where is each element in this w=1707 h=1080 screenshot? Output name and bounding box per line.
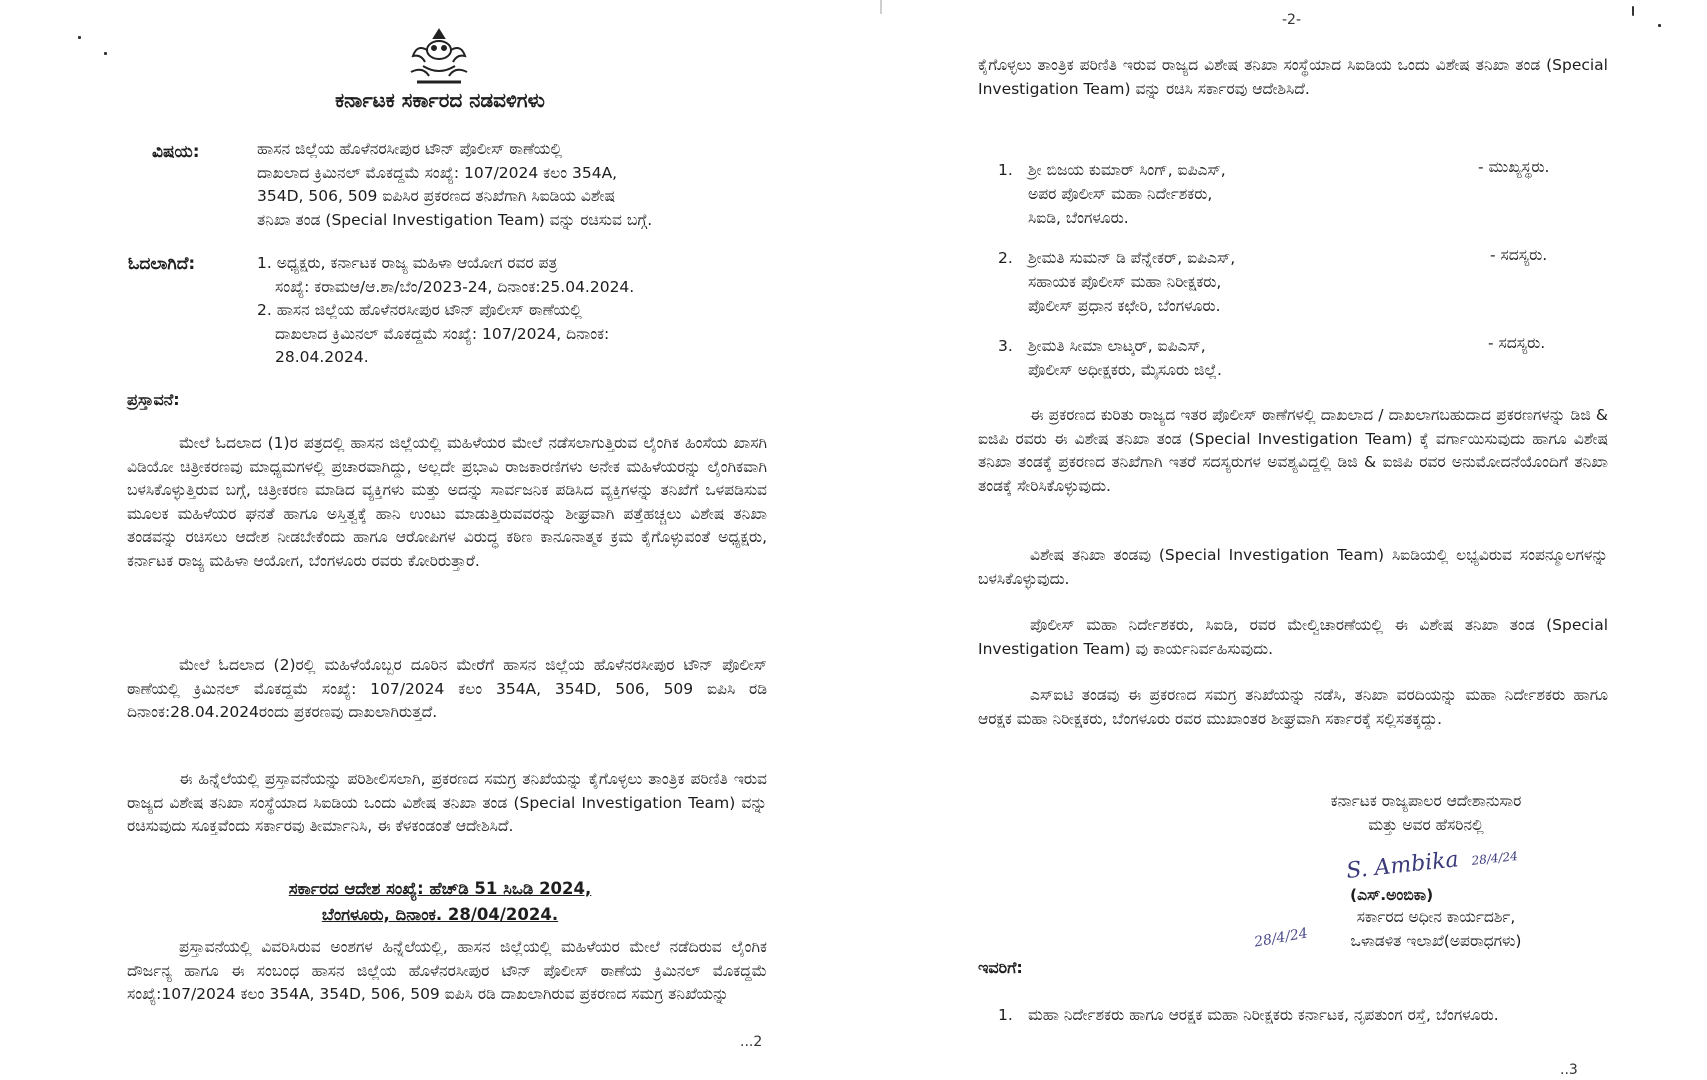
reference-line: ದಾಖಲಾದ ಕ್ರಿಮಿನಲ್ ಮೊಕದ್ದಮೆ ಸಂಖ್ಯೆ: 107/2024, ದಿನಾಂಕ: (275, 324, 610, 343)
references-block (257, 252, 727, 370)
signer-designation (1286, 906, 1586, 953)
member-details (1028, 334, 1388, 382)
scan-speck (1632, 6, 1634, 16)
subject-line: 354D, 506, 509 ಐಪಿಸಿರ ಪ್ರಕರಣದ ತನಿಖೆಗಾಗಿ ಸಿಐಡಿಯ ವಿಶೇಷ (257, 187, 616, 206)
order-clause-1: ಈ ಪ್ರಕರಣದ ಕುರಿತು ರಾಜ್ಯದ ಇತರ ಪೊಲೀಸ್ ಠಾಣೆಗಳಲ್ಲಿ ದಾಖಲಾದ / ದಾಖಲಾಗಬಹುದಾದ ಪ್ರಕರಣಗಳನ್ನು ಡಿಜಿ & ಐಜಿಪಿ ರವರು ಈ ವಿಶೇಷ ತನಿಖಾ ತಂಡ (Special Investigation Team) ಕ್ಕೆ ವರ್ಗಾಯಿಸುವುದು ಹಾಗೂ ವಿಶೇಷ ತನಿಖಾ ತಂಡಕ್ಕೆ ಪ್ರಕರಣದ ತನಿಖೆಗಾಗಿ ಇತರೆ ಸದಸ್ಯರುಗಳ ಅವಶ್ಯವಿದ್ದಲ್ಲಿ ಡಿಜಿ & ಐಜಿಪಿ ರವರ ಅನುಮೋದನೆಯೊಂದಿಗೆ ತನಿಖಾ ತಂಡಕ್ಕೆ ಸೇರಿಸಿಕೊಳ್ಳುವುದು. (978, 406, 1608, 495)
scan-speck (1658, 24, 1661, 27)
order-paragraph: ಪ್ರಸ್ತಾವನೆಯಲ್ಲಿ ವಿವರಿಸಿರುವ ಅಂಶಗಳ ಹಿನ್ನೆಲೆಯಲ್ಲಿ, ಹಾಸನ ಜಿಲ್ಲೆಯಲ್ಲಿ ಮಹಿಳೆಯರ ಮೇಲೆ ನಡೆದಿರುವ ಲೈಂಗಿಕ ದೌರ್ಜನ್ಯ ಹಾಗೂ ಈ ಸಂಬಂಧ ಹಾಸನ ಜಿಲ್ಲೆಯ ಹೊಳೆನರಸೀಪುರ ಟೌನ್ ಪೊಲೀಸ್ ಠಾಣೆಯ ಕ್ರಿಮಿನಲ್ ಮೊಕದ್ದಮೆ ಸಂಖ್ಯೆ:107/2024 ಕಲಂ 354A, 354D, 506, 509 ಐಪಿಸಿ ರಡಿ ದಾಖಲಾಗಿರುವ ಪ್ರಕರಣದ ಸಮಗ್ರ ತನಿಖೆಯನ್ನು (127, 938, 767, 1004)
member-number: 2. (998, 249, 1013, 267)
member-role: - ಸದಸ್ಯರು. (1490, 246, 1548, 264)
preamble-paragraph-1: ಮೇಲೆ ಓದಲಾದ (1)ರ ಪತ್ರದಲ್ಲಿ ಹಾಸನ ಜಿಲ್ಲೆಯಲ್ಲಿ ಮಹಿಳೆಯರ ಮೇಲೆ ನಡೆಸಲಾಗುತ್ತಿರುವ ಲೈಂಗಿಕ ಹಿಂಸೆಯ ಖಾಸಗಿ ವಿಡಿಯೋ ಚಿತ್ರೀಕರಣವು ಮಾಧ್ಯಮಗಳಲ್ಲಿ ಪ್ರಚಾರವಾಗಿದ್ದು, ಅಲ್ಲದೇ ಪ್ರಭಾವಿ ರಾಜಕಾರಣಿಗಳು ಅನೇಕ ಮಹಿಳೆಯರನ್ನು ಲೈಂಗಿಕವಾಗಿ ಬಳಸಿಕೊಳ್ಳುತ್ತಿರುವ ಬಗ್ಗೆ, ಚಿತ್ರೀಕರಣ ಮಾಡಿದ ವ್ಯಕ್ತಿಗಳು ಮತ್ತು ಅದನ್ನು ಸಾರ್ವಜನಿಕ ಪಡಿಸಿದ ವ್ಯಕ್ತಿಗಳನ್ನು ತನಿಖೆಗೆ ಒಳಪಡಿಸುವ ಮೂಲಕ ಮಹಿಳೆಯರ ಘನತೆ ಹಾಗೂ ಅಸ್ತಿತ್ವಕ್ಕೆ ಹಾನಿ ಉಂಟು ಮಾಡುತ್ತಿರುವವರನ್ನು ಶೀಘ್ರವಾಗಿ ಪತ್ತೆಹಚ್ಚಲು ವಿಶೇಷ ತನಿಖಾ ತಂಡವನ್ನು ರಚಿಸಲು ಆದೇಶ ನೀಡಬೇಕೆಂದು ಹಾಗೂ ಆರೋಪಿಗಳ ವಿರುದ್ಧ ಕಠಿಣ ಕಾನೂನಾತ್ಮಕ ಕ್ರಮ ಕೈಗೊಳ್ಳುವಂತೆ ಅಧ್ಯಕ್ಷರು, ಕರ್ನಾಟಕ ರಾಜ್ಯ ಮಹಿಳಾ ಆಯೋಗ, ಬೆಂಗಳೂರು ರವರು ಕೋರಿರುತ್ತಾರೆ. (127, 434, 767, 570)
signature-name: S. Ambika (1345, 847, 1460, 884)
member-number: 1. (998, 161, 1013, 179)
order-clause-2: ವಿಶೇಷ ತನಿಖಾ ತಂಡವು (Special Investigation Team) ಸಿಐಡಿಯಲ್ಲಿ ಲಭ್ಯವಿರುವ ಸಂಪನ್ಮೂಲಗಳನ್ನು ಬಳಸಿಕೊಳ್ಳುವುದು. (978, 546, 1608, 588)
member-details (1028, 158, 1388, 230)
member-line: ಶ್ರೀ ಬಿಜಯ ಕುಮಾರ್ ಸಿಂಗ್, ಐಪಿಎಸ್, (1028, 161, 1226, 179)
member-line: ಶ್ರೀಮತಿ ಸುಮನ್ ಡಿ ಪೆನ್ನೇಕರ್, ಐಪಿಎಸ್, (1028, 249, 1236, 267)
signer-department: ಒಳಾಡಳಿತ ಇಲಾಖೆ(ಅಪರಾಧಗಳು) (1350, 931, 1522, 950)
subject-label: ವಿಷಯ: (152, 142, 200, 162)
recipient-number: 1. (998, 1006, 1013, 1024)
order-number-date: ಬೆಂಗಳೂರು, ದಿನಾಂಕ. 28/04/2024. (321, 905, 559, 924)
scan-speck (78, 36, 81, 39)
member-line: ಶ್ರೀಮತಿ ಸೀಮಾ ಲಾಟ್ಕರ್, ಐಪಿಎಸ್, (1028, 337, 1206, 355)
scan-speck (104, 52, 107, 55)
order-clause-4: ಎಸ್‌ಐಟಿ ತಂಡವು ಈ ಪ್ರಕರಣದ ಸಮಗ್ರ ತನಿಖೆಯನ್ನು ನಡೆಸಿ, ತನಿಖಾ ವರದಿಯನ್ನು ಮಹಾ ನಿರ್ದೇಶಕರು ಹಾಗೂ ಆರಕ್ಷಕ ಮಹಾ ನಿರೀಕ್ಷಕರು, ಬೆಂಗಳೂರು ರವರ ಮುಖಾಂತರ ಶೀಘ್ರವಾಗಿ ಸರ್ಕಾರಕ್ಕೆ ಸಲ್ಲಿಸತಕ್ಕದ್ದು. (978, 686, 1608, 728)
preamble-label: ಪ್ರಸ್ತಾವನೆ: (127, 390, 180, 409)
preamble-paragraph-3: ಈ ಹಿನ್ನೆಲೆಯಲ್ಲಿ ಪ್ರಸ್ತಾವನೆಯನ್ನು ಪರಿಶೀಲಿಸಲಾಗಿ, ಪ್ರಕರಣದ ಸಮಗ್ರ ತನಿಖೆಯನ್ನು ಕೈಗೊಳ್ಳಲು ತಾಂತ್ರಿಕ ಪರಿಣಿತಿ ಇರುವ ರಾಜ್ಯದ ವಿಶೇಷ ತನಿಖಾ ಸಂಸ್ಥೆಯಾದ ಸಿಐಡಿಯ ಒಂದು ವಿಶೇಷ ತನಿಖಾ ತಂಡ (Special Investigation Team) ವನ್ನು ರಚಿಸುವುದು ಸೂಕ್ತವೆಂದು ಸರ್ಕಾರವು ತೀರ್ಮಾನಿಸಿ, ಈ ಕೆಳಕಂಡಂತೆ ಆದೇಶಿಸಿದೆ. (127, 770, 767, 836)
member-number: 3. (998, 337, 1013, 355)
member-line: ಅಪರ ಪೊಲೀಸ್ ಮಹಾ ನಿರ್ದೇಶಕರು, (1028, 185, 1213, 203)
subject-line: ದಾಖಲಾದ ಕ್ರಿಮಿನಲ್ ಮೊಕದ್ದಮೆ ಸಂಖ್ಯೆ: 107/2024 ಕಲಂ 354A, (257, 163, 618, 182)
member-role: - ಸದಸ್ಯರು. (1488, 334, 1546, 352)
signer-name: (ಎಸ್.ಅಂಬಿಕಾ) (1350, 886, 1434, 904)
member-line: ಪೊಲೀಸ್ ಪ್ರಧಾನ ಕಛೇರಿ, ಬೆಂಗಳೂರು. (1028, 297, 1221, 315)
document-page-2 (900, 0, 1707, 1080)
preamble-paragraph-2: ಮೇಲೆ ಓದಲಾದ (2)ರಲ್ಲಿ ಮಹಿಳೆಯೊಬ್ಬರ ದೂರಿನ ಮೇರೆಗೆ ಹಾಸನ ಜಿಲ್ಲೆಯ ಹೊಳೆನರಸೀಪುರ ಟೌನ್ ಪೊಲೀಸ್ ಠಾಣೆಯಲ್ಲಿ ಕ್ರಿಮಿನಲ್ ಮೊಕದ್ದಮೆ ಸಂಖ್ಯೆ: 107/2024 ಕಲಂ 354A, 354D, 506, 509 ಐಪಿಸಿ ರಡಿ ದಿನಾಂಕ:28.04.2024ರಂದು ಪ್ರಕರಣವು ದಾಖಲಾಗಿರುತ್ತದೆ. (127, 656, 767, 722)
page-number: -2- (1282, 12, 1302, 28)
continuation-paragraph: ಕೈಗೊಳ್ಳಲು ತಾಂತ್ರಿಕ ಪರಿಣಿತಿ ಇರುವ ರಾಜ್ಯದ ವಿಶೇಷ ತನಿಖಾ ಸಂಸ್ಥೆಯಾದ ಸಿಐಡಿಯ ಒಂದು ವಿಶೇಷ ತನಿಖಾ ತಂಡ (Special Investigation Team) ವನ್ನು ರಚಿಸಿ ಸರ್ಕಾರವು ಆದೇಶಿಸಿದೆ. (978, 56, 1608, 98)
continue-marker: ..3 (1560, 1062, 1578, 1078)
order-number (200, 876, 680, 928)
karnataka-emblem-icon (403, 26, 475, 88)
subject-line: ಹಾಸನ ಜಿಲ್ಲೆಯ ಹೊಳೆನರಸೀಪುರ ಟೌನ್ ಪೊಲೀಸ್ ಠಾಣೆಯಲ್ಲಿ (257, 140, 563, 158)
continue-marker: ...2 (740, 1034, 763, 1050)
reference-line: 2. ಹಾಸನ ಜಿಲ್ಲೆಯ ಹೊಳೆನರಸೀಪುರ ಟೌನ್ ಪೊಲೀಸ್ ಠಾಣೆಯಲ್ಲಿ (257, 301, 582, 320)
member-line: ಪೊಲೀಸ್ ಅಧೀಕ್ಷಕರು, ಮೈಸೂರು ಜಿಲ್ಲೆ. (1028, 361, 1222, 379)
authority-line: ಕರ್ನಾಟಕ ರಾಜ್ಯಪಾಲರ ಆದೇಶಾನುಸಾರ (1330, 792, 1522, 810)
authority-block (1276, 790, 1576, 837)
stamp-date: 28/4/24 (1253, 925, 1309, 951)
subject-block (257, 138, 727, 232)
member-line: ಸಿಐಡಿ, ಬೆಂಗಳೂರು. (1028, 209, 1129, 227)
reference-line: 1. ಅಧ್ಯಕ್ಷರು, ಕರ್ನಾಟಕ ರಾಜ್ಯ ಮಹಿಳಾ ಆಯೋಗ ರವರ ಪತ್ರ (257, 254, 558, 272)
order-clause-3: ಪೊಲೀಸ್ ಮಹಾ ನಿರ್ದೇಶಕರು, ಸಿಐಡಿ, ರವರ ಮೇಲ್ವಿಚಾರಣೆಯಲ್ಲಿ ಈ ವಿಶೇಷ ತನಿಖಾ ತಂಡ (Special Investigation Team) ವು ಕಾರ್ಯನಿರ್ವಹಿಸುವುದು. (978, 616, 1608, 658)
document-heading: ಕರ್ನಾಟಕ ಸರ್ಕಾರದ ನಡವಳಿಗಳು (335, 88, 545, 112)
authority-line: ಮತ್ತು ಅವರ ಹೆಸರಿನಲ್ಲಿ (1368, 815, 1484, 834)
member-line: ಸಹಾಯಕ ಪೊಲೀಸ್ ಮಹಾ ನಿರೀಕ್ಷಕರು, (1028, 273, 1222, 291)
signature (1345, 841, 1519, 884)
recipient-text: ಮಹಾ ನಿರ್ದೇಶಕರು ಹಾಗೂ ಆರಕ್ಷಕ ಮಹಾ ನಿರೀಕ್ಷಕರು ಕರ್ನಾಟಕ, ನೃಪತುಂಗ ರಸ್ತೆ, ಬೆಂಗಳೂರು. (1028, 1006, 1499, 1024)
subject-line: ತನಿಖಾ ತಂಡ (Special Investigation Team) ವನ್ನು ರಚಿಸುವ ಬಗ್ಗೆ. (257, 210, 653, 229)
references-label: ಓದಲಾಗಿದೆ: (128, 254, 196, 274)
member-role: - ಮುಖ್ಯಸ್ಥರು. (1478, 158, 1550, 176)
order-number-line: ಸರ್ಕಾರದ ಆದೇಶ ಸಂಖ್ಯೆ: ಹೆಚ್‌ಡಿ 51 ಸಿಒಡಿ 2024, (288, 879, 592, 898)
signer-title: ಸರ್ಕಾರದ ಅಧೀನ ಕಾರ್ಯದರ್ಶಿ, (1356, 908, 1516, 926)
member-details (1028, 246, 1388, 318)
signature-date: 28/4/24 (1470, 849, 1519, 868)
reference-line: 28.04.2024. (275, 348, 369, 367)
recipients-label: ಇವರಿಗೆ: (978, 958, 1023, 977)
reference-line: ಸಂಖ್ಯೆ: ಕರಾಮಆ/ಆ.ಶಾ/ಬೆಂ/2023-24, ದಿನಾಂಕ:25.04.2024. (275, 277, 635, 296)
